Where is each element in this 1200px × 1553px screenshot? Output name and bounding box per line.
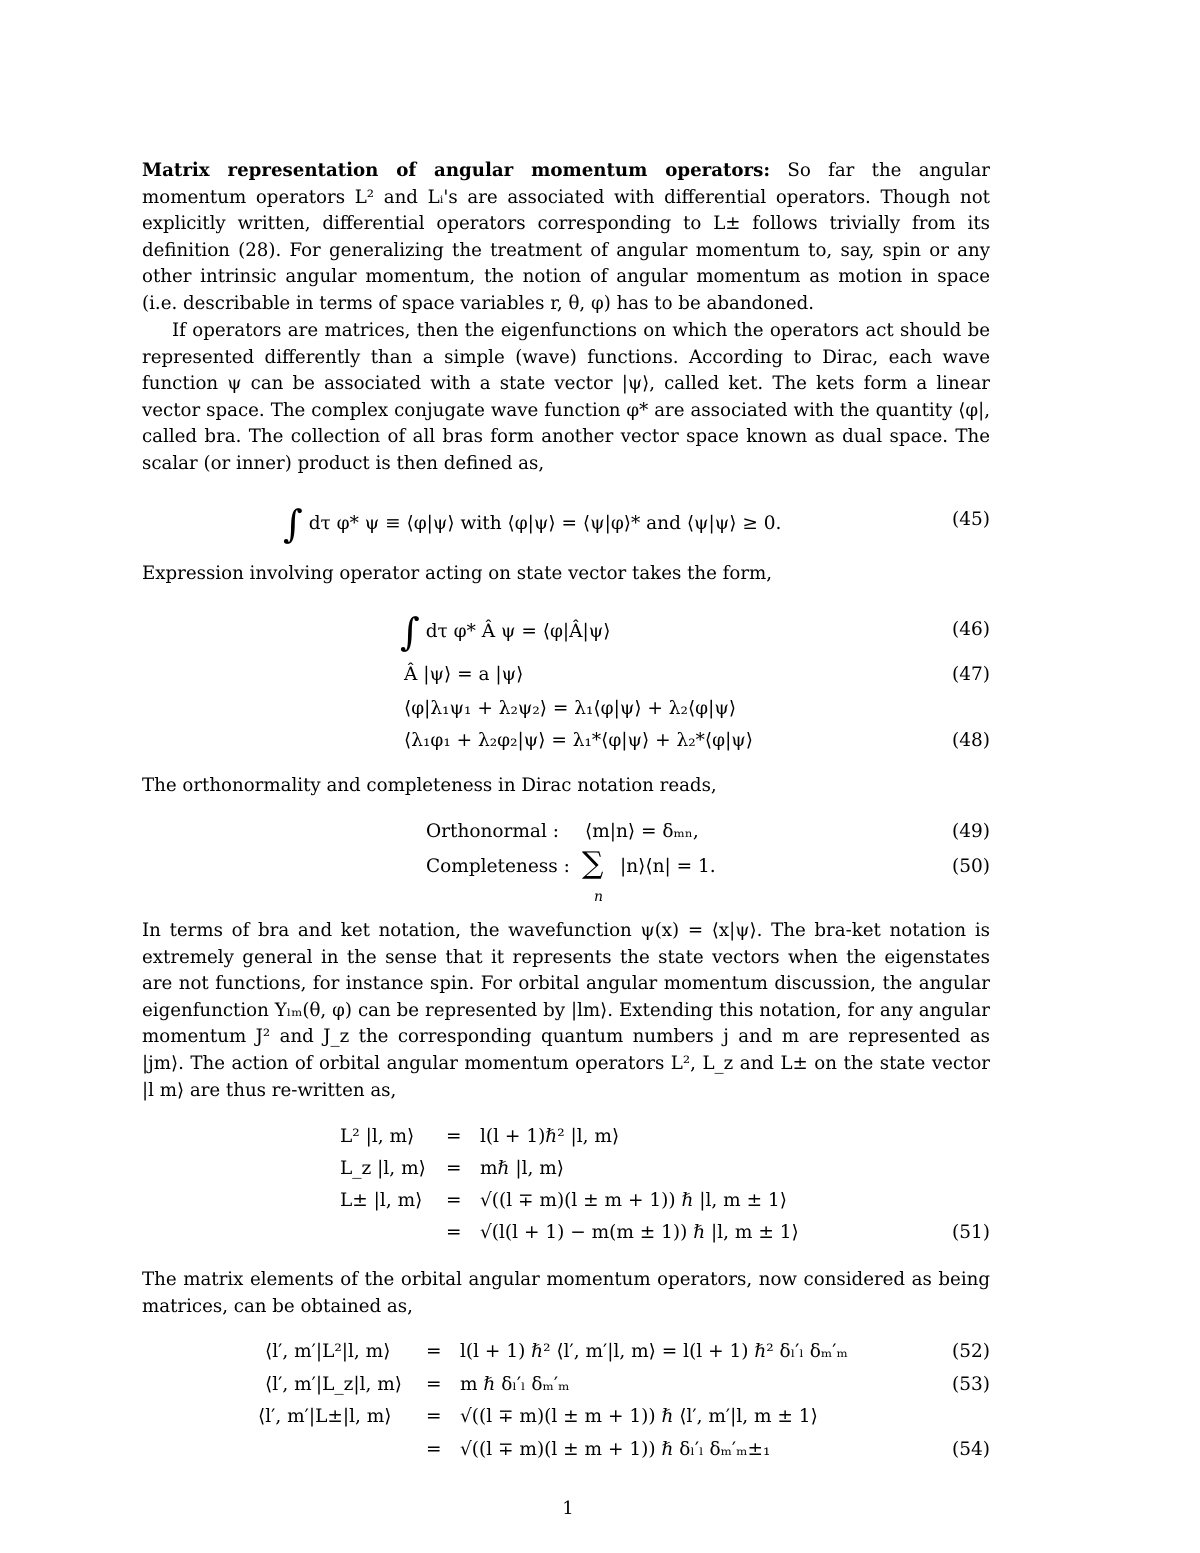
equation-number-48: (48) (952, 730, 990, 751)
paragraph-expression: Expression involving operator acting on state vector takes the form, (142, 563, 773, 584)
equation-number-52: (52) (952, 1341, 990, 1362)
equals-sign: = (446, 1158, 462, 1179)
equation-54-rhs-2: √((l ∓ m)(l ± m + 1)) ℏ δₗ′ₗ δₘ′ₘ±₁ (460, 1439, 771, 1460)
summation-index: n (594, 889, 604, 905)
integral-sign: ∫ (400, 610, 420, 654)
equation-51-rhs-1: l(l + 1)ℏ² |l, m⟩ (480, 1126, 620, 1147)
equals-sign: = (426, 1341, 442, 1362)
equation-54-rhs-1: √((l ∓ m)(l ± m + 1)) ℏ ⟨l′, m′|l, m ± 1⟩ (460, 1406, 818, 1427)
equals-sign: = (446, 1222, 462, 1243)
equation-50: |n⟩⟨n| = 1. (620, 856, 716, 877)
equation-51-lhs-1: L² |l, m⟩ (340, 1126, 415, 1147)
equation-52-lhs: ⟨l′, m′|L²|l, m⟩ (265, 1341, 391, 1362)
equation-number-45: (45) (952, 509, 990, 530)
equals-sign: = (446, 1190, 462, 1211)
paragraph-bra-ket: In terms of bra and ket notation, the wavefunction ψ(x) = ⟨x|ψ⟩. The bra-ket notation is extremely general in the sense that it represents the state vectors when the eigenstates are not functions, for instance spin. For orbital angular momentum discussion, the angular eigenfunction Yₗₘ(θ, φ) can be represented by |lm⟩. Extending this notation, for any angular momentum J² and J_z the corresponding quantum numbers j and m are represented as |jm⟩. The action of orbital angular momentum operators L², L_z and L± on the state vector |l m⟩ are thus re-written as, (142, 920, 990, 1101)
equals-sign: = (426, 1406, 442, 1427)
paragraph-intro (142, 158, 990, 318)
equation-number-51: (51) (952, 1222, 990, 1243)
integral-sign: ∫ (283, 502, 303, 546)
equation-number-50: (50) (952, 856, 990, 877)
equation-number-47: (47) (952, 664, 990, 685)
paragraph-orthonormality: The orthonormality and completeness in Dirac notation reads, (142, 775, 717, 796)
equation-49: ⟨m|n⟩ = δₘₙ, (585, 821, 699, 842)
equation-53-lhs: ⟨l′, m′|L_z|l, m⟩ (265, 1374, 403, 1395)
equation-number-53: (53) (952, 1374, 990, 1395)
equation-48: ⟨λ₁φ₁ + λ₂φ₂|ψ⟩ = λ₁*⟨φ|ψ⟩ + λ₂*⟨φ|ψ⟩ (404, 730, 754, 751)
equation-number-54: (54) (952, 1439, 990, 1460)
equation-number-46: (46) (952, 619, 990, 640)
equals-sign: = (446, 1126, 462, 1147)
equation-47: Â |ψ⟩ = a |ψ⟩ (404, 664, 524, 685)
equation-50-label: Completeness : (426, 856, 570, 877)
section-heading: Matrix representation of angular momentum operators: (142, 160, 771, 181)
equation-45-body: dτ φ* ψ ≡ ⟨φ|ψ⟩ with ⟨φ|ψ⟩ = ⟨ψ|φ⟩* and ⟨ψ|ψ⟩ ≥ 0. (308, 513, 782, 534)
equation-51-rhs-4: √(l(l + 1) − m(m ± 1)) ℏ |l, m ± 1⟩ (480, 1222, 799, 1243)
summation-sign: ∑ (582, 846, 604, 881)
equation-51-lhs-3: L± |l, m⟩ (340, 1190, 423, 1211)
equation-45 (283, 502, 782, 546)
equation-49-label: Orthonormal : (426, 821, 559, 842)
equation-53-rhs: m ℏ δₗ′ₗ δₘ′ₘ (460, 1374, 570, 1395)
paragraph-matrix-elements: The matrix elements of the orbital angular momentum operators, now considered as being matrices, can be obtained as, (142, 1269, 990, 1317)
equation-47b: ⟨φ|λ₁ψ₁ + λ₂ψ₂⟩ = λ₁⟨φ|ψ⟩ + λ₂⟨φ|ψ⟩ (404, 698, 737, 719)
paragraph-dirac: If operators are matrices, then the eigenfunctions on which the operators act should be represented differently than a simple (wave) functions. According to Dirac, each wave function ψ can be associated with a state vector |ψ⟩, called ket. The kets form a linear vector space. The complex conjugate wave function φ* are associated with the quantity ⟨φ|, called bra. The collection of all bras form another vector space known as dual space. The scalar (or inner) product is then defined as, (142, 320, 990, 474)
equals-sign: = (426, 1439, 442, 1460)
equals-sign: = (426, 1374, 442, 1395)
equation-51-lhs-2: L_z |l, m⟩ (340, 1158, 426, 1179)
page-number: 1 (562, 1498, 574, 1519)
equation-46 (400, 610, 611, 654)
equation-52-rhs: l(l + 1) ℏ² ⟨l′, m′|l, m⟩ = l(l + 1) ℏ² δₗ′ₗ δₘ′ₘ (460, 1341, 848, 1362)
equation-51-rhs-3: √((l ∓ m)(l ± m + 1)) ℏ |l, m ± 1⟩ (480, 1190, 787, 1211)
equation-51-rhs-2: mℏ |l, m⟩ (480, 1158, 565, 1179)
paragraph-intro-text: So far the angular momentum operators L² and Lᵢ's are associated with differential operators. Though not explicitly written, differential operators corresponding to L± follows trivially from its definition (28). For generalizing the treatment of angular momentum to, say, spin or any other intrinsic angular momentum, the notion of angular momentum as motion in space (i.e. describable in terms of space variables r, θ, φ) has to be abandoned. (142, 160, 990, 314)
equation-number-49: (49) (952, 821, 990, 842)
equation-46-body: dτ φ* Â ψ = ⟨φ|Â|ψ⟩ (425, 621, 611, 642)
equation-54-lhs: ⟨l′, m′|L±|l, m⟩ (258, 1406, 392, 1427)
